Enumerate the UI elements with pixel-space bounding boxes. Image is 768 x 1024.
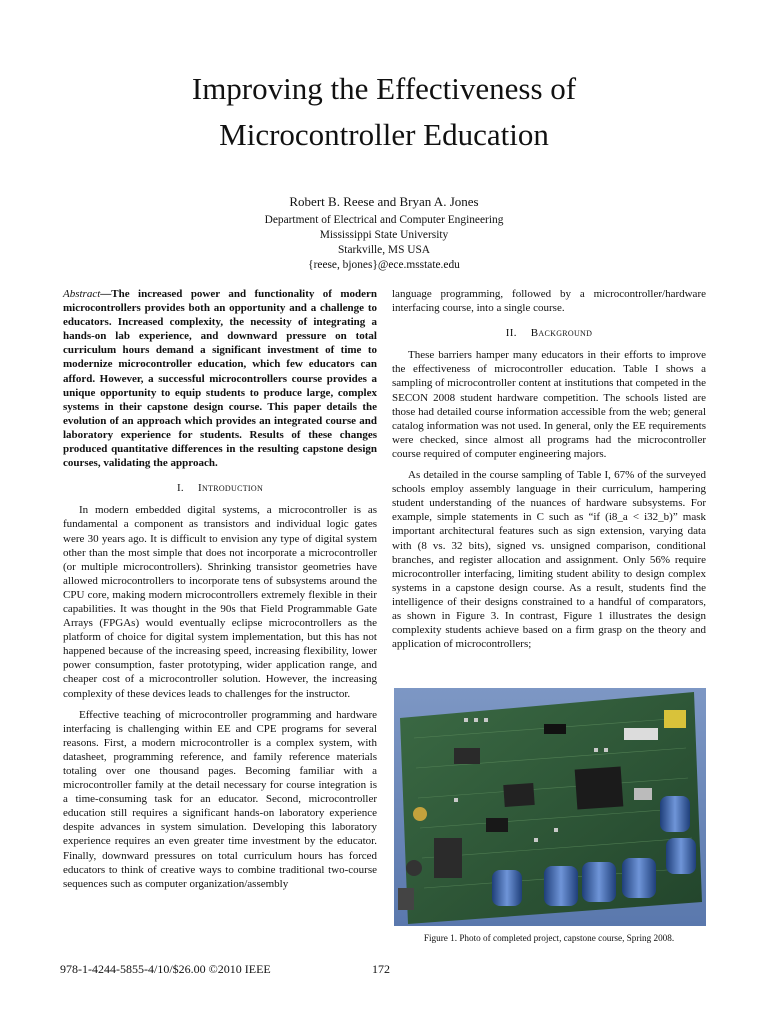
abstract-label: Abstract [63,288,101,300]
figure-1-photo [394,688,706,926]
authors: Robert B. Reese and Bryan A. Jones [289,194,479,209]
paper-title [60,66,708,158]
section-number: I. [176,482,184,495]
intro-paragraph-2-continued: language programming, followed by a microcontroller/hardware interfacing course, into a single course. [392,288,706,315]
affiliation-email: {reese, bjones}@ece.msstate.edu [308,259,460,271]
left-column [63,287,377,891]
section-number: II. [505,327,517,340]
section-title: Background [530,327,593,340]
background-paragraph-2: As detailed in the course sampling of Table I, 67% of the surveyed schools employ assembly language in their curriculum, hampering student understanding of the nuances of hardware subsystems. For example, simple statements in C such as “if (i8_a < i32_b)” mask important architectural features such as sign extension, varying data with (8 vs. 32 bits), signed vs. unsigned comparison, conditional branches, and register allocation and assignment. Only 56% require microcontroller interfacing, limiting student ability to design complex systems in a capstone design course. As a result, students find the intelligence of their designs constrained to a handful of comparators, as shown in Figure 3. In contrast, Figure 1 illustrates the design complexity students achieve based on a firm grasp on the theory and application of microcontrollers; [392,469,706,651]
section-title: Introduction [197,482,264,495]
footer-copyright: 978-1-4244-5855-4/10/$26.00 ©2010 IEEE [60,962,271,976]
page-number: 172 [372,962,390,976]
background-paragraph-1: These barriers hamper many educators in their efforts to improve the effectiveness of microcontroller education. Table I shows a sampling of microcontroller content at institutions that competed in the SECON 2008 student hardware competition. The schools listed are those had detailed course information accessible from the web; general catalog information was not used. In general, only the EE requirements were checked, since almost all programs had the microcontroller course required of computer engineering majors. [392,349,706,460]
section-heading-background [392,326,706,340]
right-column [392,287,706,651]
affiliation-department: Department of Electrical and Computer Engineering [264,214,504,226]
title-line-2: Microcontroller Education [219,117,549,152]
affiliation [0,213,768,273]
abstract-text: —The increased power and functionality of modern microcontrollers provides both an opportunity and a challenge to educators. Increased complexity, the necessity of integrating a hands-on lab experience, and downward pressure on total curriculum hours demand a significant investment of time to modernize microcontroller education, which few educators can afford. However, a successful microcontrollers course provides a unique opportunity to equip students to produce large, complex systems in their capstone design course. This paper details the evolution of an approach which provides an integrated course and laboratory experience for students. Results of these changes produced quantitative differences in the resulting capstone design courses, validating the approach. [63,288,377,470]
intro-paragraph-1: In modern embedded digital systems, a microcontroller is as fundamental a component as transistors and individual logic gates were 30 years ago. It is difficult to envision any type of digital system other than the most simple that does not incorporate a microcontroller (or multiple microcontrollers). Shrinking transistor geometries have allowed microcontrollers to incorporate tens of subsystems around the CPU core, making modern microcontrollers extremely flexible in their capabilities. It was thought in the 90s that Field Programmable Gate Arrays (FPGAs) would eventually eclipse microcontrollers as the platform of choice for digital system implementation, but this has not happened because of the increasing speed, increasing flexibility, lower power consumption, faster prototyping, wider application range, and cheaper cost of a microcontroller solution. However, the increasing complexity of these devices leads to challenges for the instructor. [63,504,377,700]
figure-1-caption: Figure 1. Photo of completed project, capstone course, Spring 2008. [423,933,675,943]
affiliation-location: Starkville, MS USA [337,244,431,256]
section-heading-introduction [63,481,377,495]
abstract [63,287,377,470]
title-line-1: Improving the Effectiveness of [191,71,577,106]
affiliation-university: Mississippi State University [319,229,449,241]
intro-paragraph-2: Effective teaching of microcontroller programming and hardware interfacing is challenging within EE and CPE programs for several reasons. First, a modern microcontroller is a complex system, with datasheet, programming reference, and family reference materials totaling over one thousand pages. Becoming familiar with a microcontroller family at the detail necessary for course integration is a time-consuming task for an educator. Second, microcontroller education still requires a significant hands-on laboratory experience despite advances in system simulation. Developing this laboratory experience requires an even greater time investment by the educator. Finally, downward pressures on total curriculum hours has forced educators to think of creative ways to combine traditional two-course sequences such as computer organization/assembly [63,708,377,890]
